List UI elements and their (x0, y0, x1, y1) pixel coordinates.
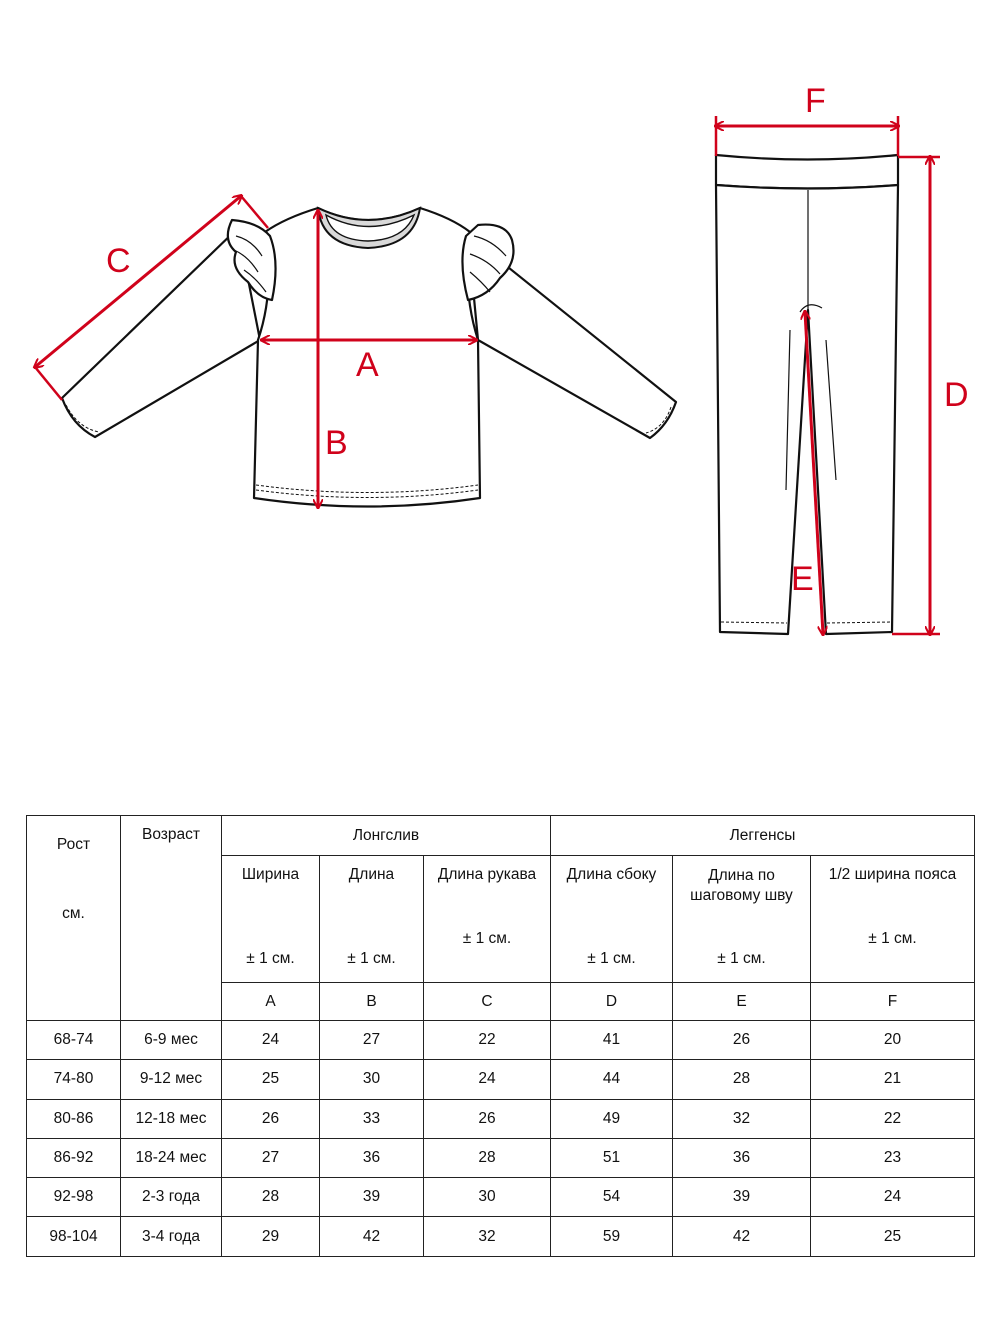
table-cell: 24 (424, 1060, 551, 1099)
table-cell: 26 (673, 1021, 811, 1060)
table-cell: 80-86 (27, 1099, 121, 1138)
label-d: D (944, 376, 969, 414)
measure-code-b: B (320, 983, 424, 1021)
table-cell: 27 (320, 1021, 424, 1060)
table-cell: 27 (222, 1138, 320, 1177)
leggings-group-header: Леггенсы (551, 816, 975, 856)
table-cell: 3-4 года (121, 1217, 222, 1256)
table-cell: 28 (424, 1138, 551, 1177)
table-row (27, 1178, 975, 1217)
table-cell: 39 (320, 1178, 424, 1217)
height-header-label: Рост (56, 836, 91, 853)
table-cell: 74-80 (27, 1060, 121, 1099)
measure-header-half-waist: 1/2 ширина пояса ± 1 см. (811, 856, 975, 983)
table-cell: 22 (424, 1021, 551, 1060)
table-cell: 23 (811, 1138, 975, 1177)
table-cell: 49 (551, 1099, 673, 1138)
table-cell: 86-92 (27, 1138, 121, 1177)
table-cell: 30 (424, 1178, 551, 1217)
measure-code-e: E (673, 983, 811, 1021)
table-cell: 36 (673, 1138, 811, 1177)
leggings-drawing (716, 82, 969, 634)
table-cell: 26 (222, 1099, 320, 1138)
table-cell: 6-9 мес (121, 1021, 222, 1060)
table-cell: 12-18 мес (121, 1099, 222, 1138)
table-cell: 18-24 мес (121, 1138, 222, 1177)
table-cell: 22 (811, 1099, 975, 1138)
table-cell: 59 (551, 1217, 673, 1256)
table-cell: 54 (551, 1178, 673, 1217)
table-cell: 30 (320, 1060, 424, 1099)
measure-header-length: Длина ± 1 см. (320, 856, 424, 983)
table-cell: 2-3 года (121, 1178, 222, 1217)
age-header (121, 816, 222, 1021)
table-cell: 29 (222, 1217, 320, 1256)
table-cell: 28 (222, 1178, 320, 1217)
table-cell: 25 (811, 1217, 975, 1256)
size-chart-table (26, 815, 975, 1257)
table-cell: 32 (424, 1217, 551, 1256)
measure-header-inseam: Длина по шаговому шву ± 1 см. (673, 856, 811, 983)
measure-header-width: Ширина ± 1 см. (222, 856, 320, 983)
table-cell: 24 (811, 1178, 975, 1217)
label-e: E (791, 560, 814, 598)
table-row (27, 1217, 975, 1256)
table-cell: 26 (424, 1099, 551, 1138)
table-cell: 98-104 (27, 1217, 121, 1256)
size-rows (27, 1021, 975, 1257)
measure-code-c: C (424, 983, 551, 1021)
table-cell: 28 (673, 1060, 811, 1099)
table-cell: 42 (673, 1217, 811, 1256)
waistband (716, 155, 898, 189)
table-cell: 42 (320, 1217, 424, 1256)
table-cell: 24 (222, 1021, 320, 1060)
label-f: F (805, 82, 826, 120)
longsleeve-group-header: Лонгслив (222, 816, 551, 856)
label-a: A (356, 346, 379, 384)
table-cell: 92-98 (27, 1178, 121, 1217)
table-row (27, 1138, 975, 1177)
measure-header-side-length: Длина сбоку ± 1 см. (551, 856, 673, 983)
table-cell: 32 (673, 1099, 811, 1138)
measure-code-d: D (551, 983, 673, 1021)
table-cell: 36 (320, 1138, 424, 1177)
height-header (27, 816, 121, 1021)
height-unit-label: см. (62, 905, 85, 922)
left-sleeve (62, 228, 260, 437)
age-header-label: Возраст (142, 826, 200, 843)
longsleeve-drawing (35, 196, 676, 507)
table-cell: 41 (551, 1021, 673, 1060)
measure-code-a: A (222, 983, 320, 1021)
label-c: C (106, 242, 131, 280)
table-row (27, 1021, 975, 1060)
table-cell: 39 (673, 1178, 811, 1217)
table-row (27, 1060, 975, 1099)
table-row (27, 1099, 975, 1138)
measure-code-f: F (811, 983, 975, 1021)
table-cell: 25 (222, 1060, 320, 1099)
label-b: B (325, 424, 348, 462)
table-cell: 33 (320, 1099, 424, 1138)
table-cell: 68-74 (27, 1021, 121, 1060)
table-cell: 44 (551, 1060, 673, 1099)
table-cell: 20 (811, 1021, 975, 1060)
table-cell: 9-12 мес (121, 1060, 222, 1099)
measure-header-sleeve-length: Длина рукава ± 1 см. (424, 856, 551, 983)
table-cell: 51 (551, 1138, 673, 1177)
table-cell: 21 (811, 1060, 975, 1099)
